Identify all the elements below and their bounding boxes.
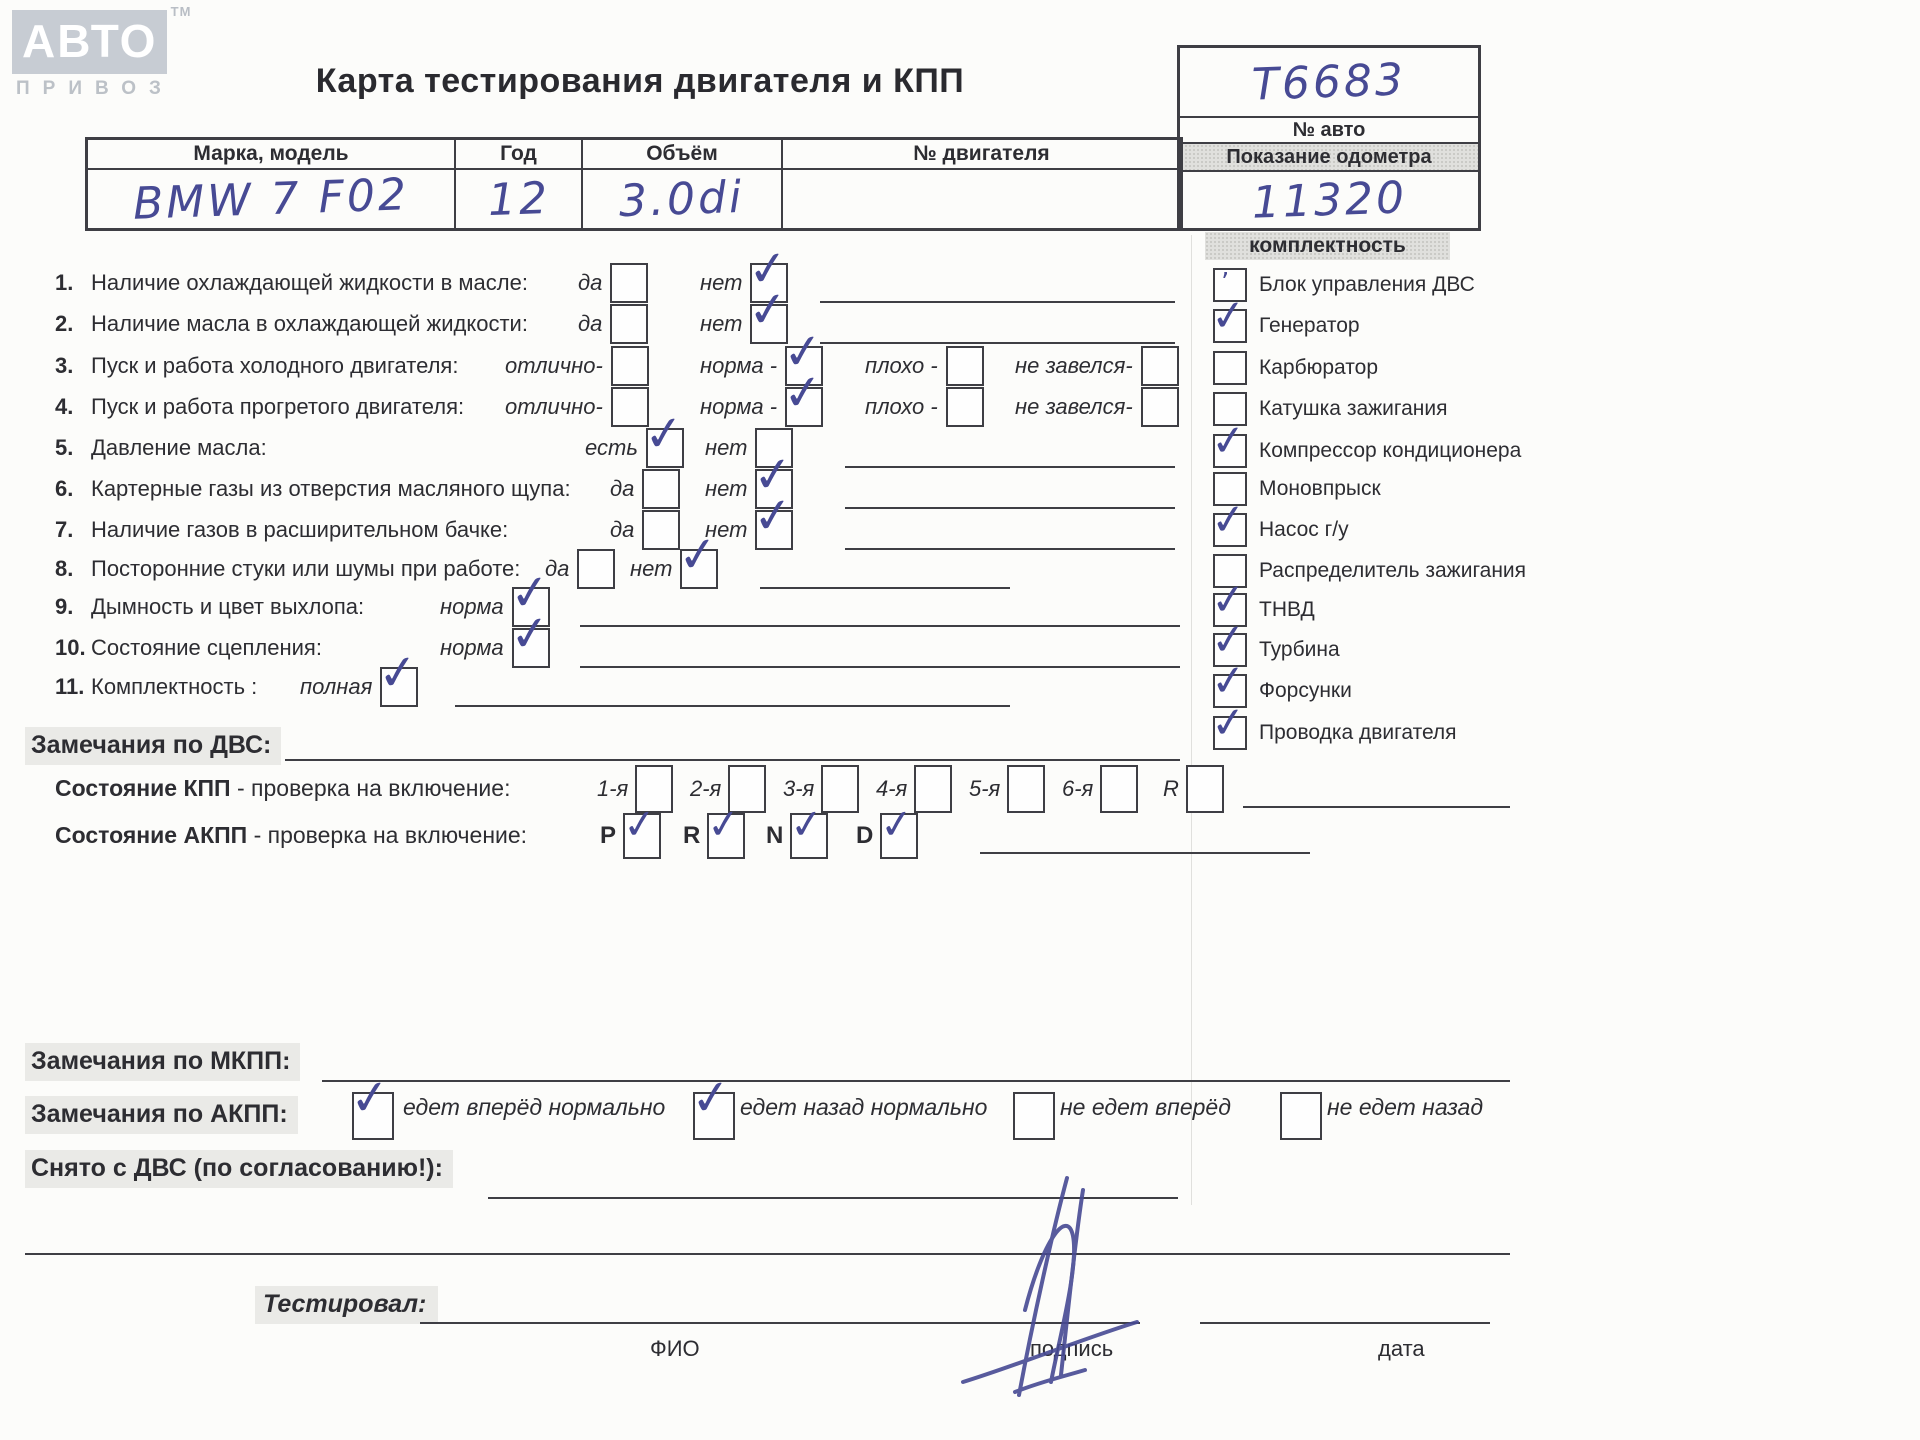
kompl-checkbox[interactable] <box>1213 309 1247 343</box>
option-net <box>630 549 718 589</box>
mode-d <box>856 812 918 860</box>
gear-5 <box>969 765 1045 813</box>
option-label: нет <box>705 476 748 501</box>
brand-logo <box>12 4 192 100</box>
gear-label: 4-я <box>876 776 908 801</box>
option-label: плохо - <box>865 394 938 419</box>
checkbox-net[interactable] <box>680 549 718 589</box>
write-line <box>845 466 1175 468</box>
trademark-mark: ТМ <box>170 4 192 19</box>
akpp-remarks-row <box>25 1090 1575 1140</box>
write-line <box>845 548 1175 550</box>
mode-checkbox[interactable] <box>707 813 745 859</box>
kompl-item <box>1213 717 1457 749</box>
akpp-remark-option: не едет назад <box>1327 1094 1484 1120</box>
kompl-item <box>1213 514 1349 546</box>
checkbox-est[interactable] <box>646 428 684 468</box>
gear-checkbox[interactable] <box>1100 765 1138 813</box>
option-da <box>610 510 680 550</box>
item-label: Посторонние стуки или шумы при работе: <box>91 556 521 581</box>
tested-by-label: Тестировал: <box>255 1286 438 1324</box>
kompl-item <box>1213 555 1526 587</box>
col-volume: Объём <box>583 140 783 170</box>
kompl-item <box>1213 310 1360 342</box>
item-label: Наличие охлаждающей жидкости в масле: <box>91 270 528 295</box>
mode-checkbox[interactable] <box>790 813 828 859</box>
col-year: Год <box>456 140 583 170</box>
mode-checkbox[interactable] <box>623 813 661 859</box>
option-otlichno <box>505 387 649 427</box>
mkpp-remarks-line[interactable] <box>322 1080 1510 1082</box>
auto-number-value[interactable]: Т6683 <box>1251 53 1407 111</box>
item-number: 4. <box>55 394 74 419</box>
write-line <box>580 625 1180 627</box>
mode-checkbox[interactable] <box>880 813 918 859</box>
col-engine-no: № двигателя <box>783 140 1180 170</box>
logo-text: АВТО <box>22 15 158 67</box>
write-line <box>820 301 1175 303</box>
option-net <box>700 304 788 344</box>
option-label: норма <box>440 635 504 660</box>
option-norma <box>700 387 823 427</box>
checkbox-da[interactable] <box>610 304 648 344</box>
option-label: да <box>578 311 603 336</box>
gear-checkbox[interactable] <box>1186 765 1224 813</box>
option-label: нет <box>630 556 673 581</box>
item-number: 11. <box>55 674 85 699</box>
kompl-item <box>1213 393 1447 425</box>
write-line <box>760 587 1010 589</box>
checklist-row-6 <box>55 469 1185 509</box>
kompl-checkbox[interactable] <box>1213 716 1247 750</box>
write-line <box>820 342 1175 344</box>
checkbox-net[interactable] <box>755 510 793 550</box>
gear-6 <box>1062 765 1138 813</box>
option-da <box>578 263 648 303</box>
option-label: да <box>610 476 635 501</box>
item-label: Пуск и работа холодного двигателя: <box>91 353 459 378</box>
dvs-remarks-line[interactable] <box>285 759 1180 761</box>
col-make-model: Марка, модель <box>88 140 456 170</box>
option-label: нет <box>705 517 748 542</box>
checkbox-polnaya[interactable] <box>380 667 418 707</box>
item-number: 9. <box>55 594 74 619</box>
dvs-remarks-label: Замечания по ДВС: <box>25 727 281 765</box>
option-label: нет <box>705 435 748 460</box>
option-da <box>545 549 615 589</box>
option-label: да <box>610 517 635 542</box>
kompl-item <box>1213 352 1378 384</box>
checklist-row-8 <box>55 549 1185 589</box>
option-label: нет <box>700 311 743 336</box>
page-title: Карта тестирования двигателя и КПП <box>315 62 965 100</box>
extra-write-line[interactable] <box>25 1253 1510 1255</box>
option-label: не завелся- <box>1015 353 1133 378</box>
write-line <box>580 666 1180 668</box>
item-label: Дымность и цвет выхлопа: <box>91 594 365 619</box>
date-caption: дата <box>1378 1336 1425 1361</box>
checklist-row-5 <box>55 428 1185 468</box>
gear-label: 3-я <box>783 776 815 801</box>
checkbox-da[interactable] <box>610 263 648 303</box>
gear-checkbox[interactable] <box>821 765 859 813</box>
kpp-label: Состояние КПП - проверка на включение: <box>55 775 511 801</box>
option-label: полная <box>300 674 373 699</box>
akpp-line[interactable] <box>980 852 1310 854</box>
gear-label: 5-я <box>969 776 1001 801</box>
auto-number-box <box>1177 45 1481 231</box>
option-net <box>705 510 793 550</box>
auto-number-label: № авто <box>1180 118 1478 144</box>
item-number: 10. <box>55 635 86 660</box>
option-label: отлично- <box>505 394 603 419</box>
kompl-checkbox[interactable] <box>1213 351 1247 385</box>
kompl-item <box>1213 269 1475 301</box>
mode-label: P <box>600 822 617 849</box>
checklist-row-11 <box>55 667 1185 707</box>
item-number: 2. <box>55 311 74 336</box>
odometer-value[interactable]: 11320 <box>1250 171 1408 229</box>
checklist-row-3 <box>55 346 1185 386</box>
akpp-check-row <box>55 812 1555 860</box>
option-da <box>578 304 648 344</box>
option-otlichno <box>505 346 649 386</box>
item-number: 8. <box>55 556 74 581</box>
logo-box <box>12 4 192 74</box>
scan-fold-line <box>1191 235 1192 1205</box>
akpp-remark-checkbox[interactable] <box>693 1092 735 1140</box>
akpp-remark-option: не едет вперёд <box>1060 1094 1231 1120</box>
write-line <box>455 705 1010 707</box>
signature-line[interactable] <box>1200 1322 1490 1324</box>
checkbox-da[interactable] <box>577 549 615 589</box>
akpp-remark-checkbox[interactable] <box>352 1092 394 1140</box>
checklist-row-4 <box>55 387 1185 427</box>
item-number: 6. <box>55 476 74 501</box>
akpp-remark-option: едет назад нормально <box>740 1094 988 1120</box>
signature-caption: подпись <box>1030 1336 1114 1361</box>
checkbox-plokho[interactable] <box>946 387 984 427</box>
option-est <box>585 428 684 468</box>
option-label: нет <box>700 270 743 295</box>
option-label: есть <box>585 435 638 460</box>
mkpp-remarks-label: Замечания по МКПП: <box>25 1043 300 1081</box>
gear-label: 6-я <box>1062 776 1094 801</box>
item-label: Комплектность : <box>91 674 258 699</box>
option-plokho <box>865 387 984 427</box>
kompl-label: Компрессор кондиционера <box>1259 439 1522 462</box>
item-number: 1. <box>55 270 74 295</box>
checkbox-da[interactable] <box>642 469 680 509</box>
removed-from-engine-label: Снято с ДВС (по согласованию!): <box>25 1150 453 1188</box>
checkbox-ne-zavelsya[interactable] <box>1141 387 1179 427</box>
checkbox-norma[interactable] <box>785 387 823 427</box>
kompl-label: Турбина <box>1259 638 1340 661</box>
option-ne-zavelsya <box>1015 387 1179 427</box>
akpp-label: Состояние АКПП - проверка на включение: <box>55 822 528 848</box>
kompl-label: ТНВД <box>1259 598 1315 621</box>
logo-subtext: ПРИВОЗ <box>16 78 174 99</box>
checkbox-ne-zavelsya[interactable] <box>1141 346 1179 386</box>
checklist-row-10 <box>55 628 1185 668</box>
gear-label: R <box>1163 776 1179 801</box>
akpp-remark-checkbox[interactable] <box>1280 1092 1322 1140</box>
gear-label: 1-я <box>597 776 629 801</box>
option-da <box>610 469 680 509</box>
gear-label: 2-я <box>690 776 722 801</box>
signature-scribble <box>955 1170 1145 1410</box>
kompl-label: Блок управления ДВС <box>1259 273 1475 296</box>
kompl-label: Моновпрыск <box>1259 477 1381 500</box>
checklist-row-7 <box>55 510 1185 550</box>
checkbox-norma[interactable] <box>512 628 550 668</box>
kompl-label: Форсунки <box>1259 679 1352 702</box>
vehicle-header-table <box>85 137 1183 231</box>
item-label: Состояние сцепления: <box>91 635 322 660</box>
kompl-label: Распределитель зажигания <box>1259 559 1527 582</box>
option-ne-zavelsya <box>1015 346 1179 386</box>
fio-caption: ФИО <box>650 1336 700 1361</box>
akpp-remark-checkbox[interactable] <box>1013 1092 1055 1140</box>
kompl-item <box>1213 435 1521 467</box>
item-label: Наличие газов в расширительном бачке: <box>91 517 509 542</box>
item-number: 7. <box>55 517 74 542</box>
kpp-line[interactable] <box>1243 806 1510 808</box>
option-label: норма <box>440 594 504 619</box>
mode-p <box>600 812 661 860</box>
kompl-checkbox[interactable] <box>1213 513 1247 547</box>
option-label: норма - <box>700 394 778 419</box>
mode-label: D <box>856 822 874 849</box>
gear-r <box>1163 765 1224 813</box>
kompl-label: Насос г/у <box>1259 518 1349 541</box>
option-label: не завелся- <box>1015 394 1133 419</box>
kompl-label: Катушка зажигания <box>1259 397 1448 420</box>
item-label: Давление масла: <box>91 435 267 460</box>
item-number: 5. <box>55 435 74 460</box>
kompl-label: Генератор <box>1259 314 1360 337</box>
item-label: Пуск и работа прогретого двигателя: <box>91 394 465 419</box>
item-label: Картерные газы из отверстия масляного щупа: <box>91 476 571 501</box>
mode-r <box>683 812 745 860</box>
item-label: Наличие масла в охлаждающей жидкости: <box>91 311 528 336</box>
write-line <box>845 507 1175 509</box>
completeness-header: комплектность <box>1205 232 1450 260</box>
year-value[interactable]: 12 <box>486 172 551 226</box>
checklist-row-1 <box>55 263 1185 303</box>
kompl-checkbox[interactable] <box>1213 434 1247 468</box>
volume-value[interactable]: 3.0di <box>618 171 746 227</box>
option-label: отлично- <box>505 353 603 378</box>
mode-label: N <box>766 822 784 849</box>
mode-label: R <box>683 822 701 849</box>
gear-checkbox[interactable] <box>914 765 952 813</box>
option-label: плохо - <box>865 353 938 378</box>
odometer-header: Показание одометра <box>1180 144 1478 172</box>
akpp-remark-option: едет вперёд нормально <box>403 1094 666 1120</box>
option-polnaya <box>300 667 418 707</box>
gear-checkbox[interactable] <box>1007 765 1045 813</box>
option-label: норма - <box>700 353 778 378</box>
checklist-row-2 <box>55 304 1185 344</box>
option-plokho <box>865 346 984 386</box>
akpp-remarks-label: Замечания по АКПП: <box>25 1096 298 1134</box>
checklist-row-9 <box>55 587 1185 627</box>
option-label: да <box>578 270 603 295</box>
checkbox-plokho[interactable] <box>946 346 984 386</box>
checkbox-otlichno[interactable] <box>611 346 649 386</box>
make-model-value[interactable]: BMW 7 F02 <box>132 168 410 230</box>
kompl-label: Карбюратор <box>1259 356 1379 379</box>
item-number: 3. <box>55 353 74 378</box>
option-norma <box>440 628 550 668</box>
option-label: да <box>545 556 570 581</box>
mode-n <box>766 812 828 860</box>
kompl-label: Проводка двигателя <box>1259 721 1457 744</box>
